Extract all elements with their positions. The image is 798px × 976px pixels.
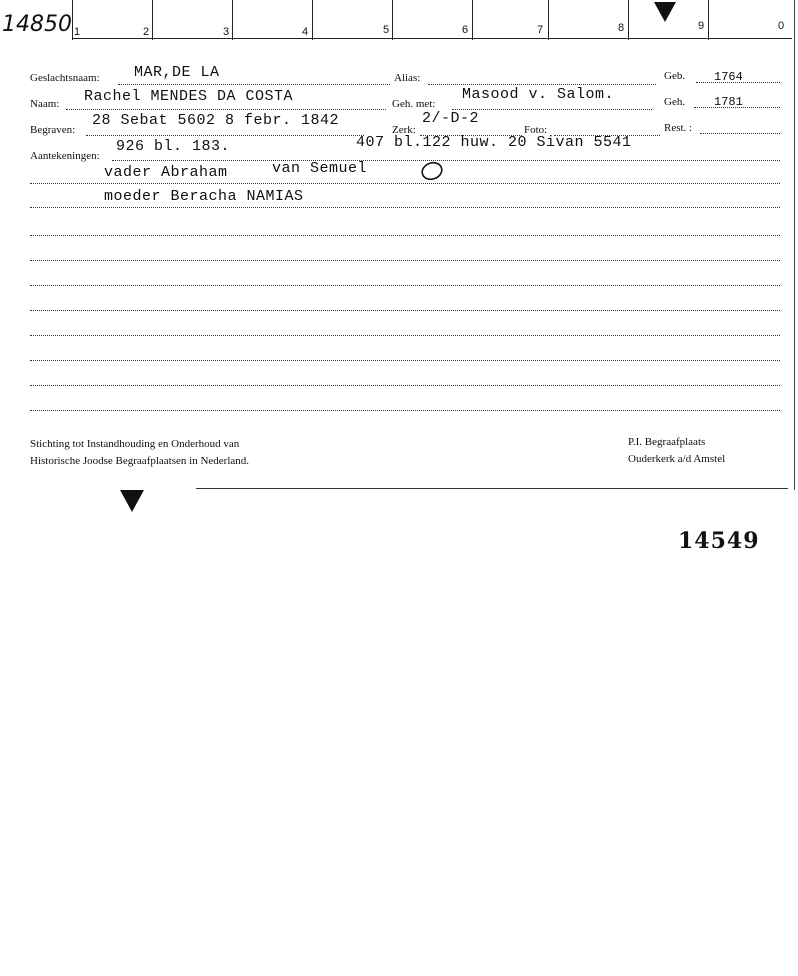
- geh-met-line: [452, 109, 652, 110]
- aantekeningen-label: Aantekeningen:: [30, 150, 100, 162]
- index-digit-6: 6: [462, 24, 469, 36]
- naam-label: Naam:: [30, 98, 60, 110]
- note-line-7: [30, 335, 780, 336]
- geh-label: Geh.: [664, 96, 686, 108]
- index-digit-0: 0: [778, 20, 785, 32]
- aantekeningen-line: [112, 160, 780, 161]
- bottom-marker-icon: [120, 490, 144, 512]
- note-line-6: [30, 310, 780, 311]
- note-line-3: [30, 235, 780, 236]
- index-divider-2: [152, 0, 153, 40]
- index-digit-5: 5: [383, 24, 390, 36]
- note-father: vader Abraham: [104, 164, 228, 181]
- note-line-8: [30, 360, 780, 361]
- index-digit-7: 7: [537, 24, 544, 36]
- foto-label: Foto:: [524, 124, 548, 136]
- begraven-label: Begraven:: [30, 124, 76, 136]
- footer-right-line-1: P.I. Begraafplaats: [628, 436, 706, 448]
- rest-line: [700, 133, 780, 134]
- alias-line: [428, 84, 656, 85]
- begraven-line: [86, 135, 364, 136]
- note-line-5: [30, 285, 780, 286]
- index-digit-2: 2: [143, 26, 150, 38]
- naam-line: [66, 109, 386, 110]
- stamp-number: 14549: [678, 528, 760, 554]
- alias-label: Alias:: [394, 72, 421, 84]
- begraven-value: 28 Sebat 5602 8 febr. 1842: [92, 112, 340, 129]
- note-grandfather: van Semuel: [272, 160, 368, 177]
- card-bottom-edge: [196, 488, 788, 489]
- footer-right-line-2: Ouderkerk a/d Amstel: [628, 453, 726, 465]
- index-marker-icon: [654, 2, 676, 22]
- footer-location: [628, 434, 725, 468]
- index-digit-4: 4: [302, 26, 309, 38]
- aantekeningen-extra: 407 bl.122 huw. 20 Sivan 5541: [356, 134, 632, 151]
- geslachtsnaam-line: [118, 84, 390, 85]
- index-digit-8: 8: [618, 22, 625, 34]
- circle-mark-icon: [420, 160, 444, 182]
- index-divider-4: [312, 0, 313, 40]
- zerk-label: Zerk:: [392, 124, 416, 136]
- note-line-2: [30, 207, 780, 208]
- index-divider-3: [232, 0, 233, 40]
- geslachtsnaam-label: Geslachtsnaam:: [30, 72, 100, 84]
- index-bottom-line: [72, 38, 792, 39]
- index-divider-6: [472, 0, 473, 40]
- geh-value: 1781: [714, 95, 743, 109]
- index-digit-1: 1: [74, 26, 81, 38]
- geb-label: Geb.: [664, 70, 686, 82]
- zerk-value: 2/-D-2: [422, 110, 480, 127]
- note-line-1: [30, 183, 780, 184]
- note-line-4: [30, 260, 780, 261]
- note-line-9: [30, 385, 780, 386]
- geslachtsnaam-value: MAR,DE LA: [134, 64, 220, 81]
- index-divider-1: [72, 0, 73, 40]
- geh-met-label: Geh. met:: [392, 98, 436, 110]
- index-digit-3: 3: [223, 26, 230, 38]
- index-divider-7: [548, 0, 549, 40]
- naam-value: Rachel MENDES DA COSTA: [84, 88, 294, 105]
- geb-value: 1764: [714, 70, 743, 84]
- rest-label: Rest. :: [664, 122, 693, 134]
- index-digit-9: 9: [698, 20, 705, 32]
- card-number: 14850: [2, 12, 72, 37]
- note-line-10: [30, 410, 780, 411]
- index-divider-5: [392, 0, 393, 40]
- note-mother: moeder Beracha NAMIAS: [104, 188, 304, 205]
- footer-organisation: [30, 436, 249, 470]
- index-divider-9: [708, 0, 709, 40]
- index-strip: [0, 0, 798, 40]
- index-divider-8: [628, 0, 629, 40]
- footer-left-line-1: Stichting tot Instandhouding en Onderhoud van: [30, 438, 240, 450]
- footer-left-line-2: Historische Joodse Begraafplaatsen in Nederland.: [30, 455, 250, 467]
- geh-met-value: Masood v. Salom.: [462, 86, 615, 103]
- card-right-edge: [794, 0, 795, 490]
- aantekeningen-ref: 926 bl. 183.: [116, 138, 231, 155]
